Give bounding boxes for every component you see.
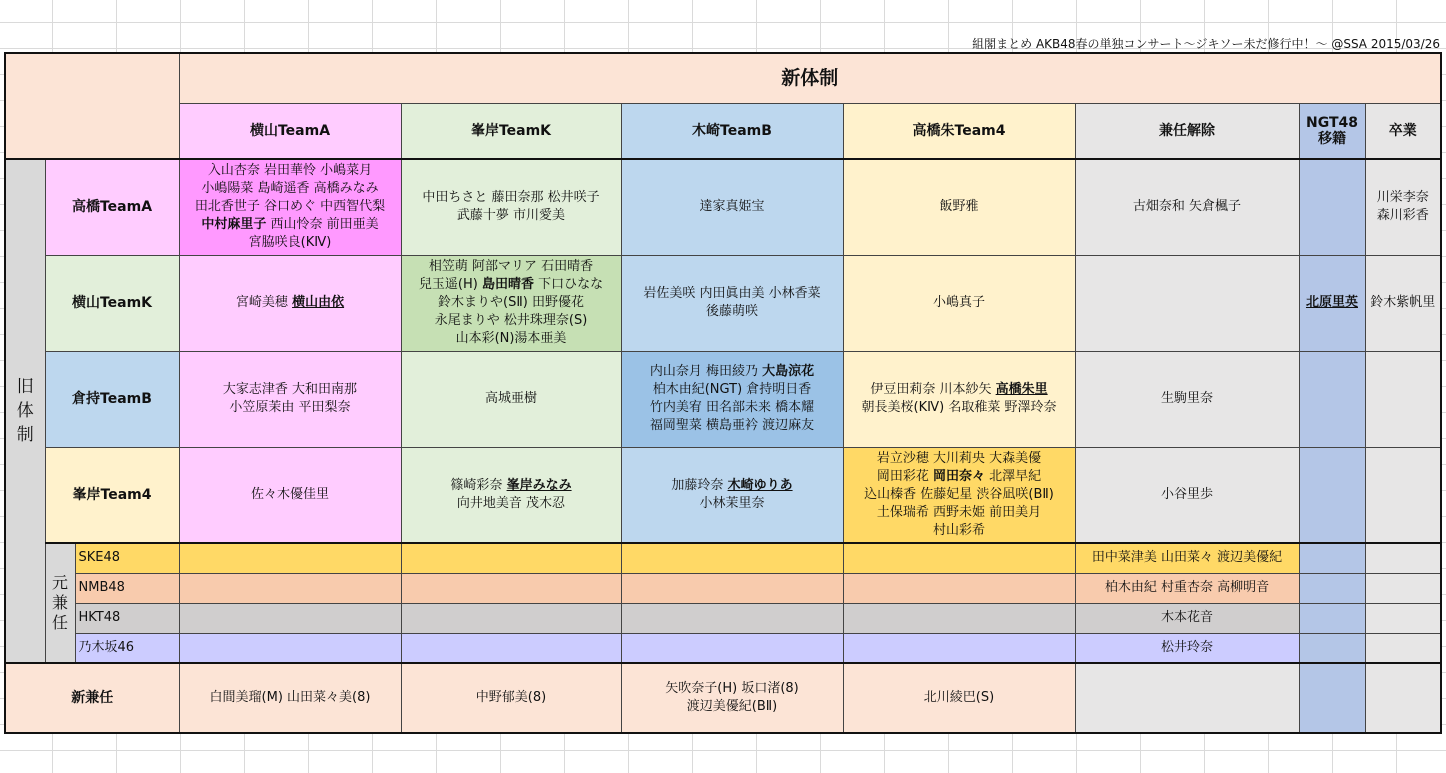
- cell-4-to-a: 佐々木優佳里: [179, 447, 401, 543]
- col-header-release: 兼任解除: [1075, 103, 1299, 159]
- corner-cell: [5, 53, 179, 159]
- cell-a-ngt: [1299, 159, 1365, 255]
- row-header-team-b: 倉持TeamB: [45, 351, 179, 447]
- col-header-ngt: NGT48移籍: [1299, 103, 1365, 159]
- cell-k-graduation: 鈴木紫帆里: [1365, 255, 1441, 351]
- cell-a-to-4: 飯野雅: [843, 159, 1075, 255]
- cell-new-graduation: [1365, 663, 1441, 733]
- cell-new-ngt: [1299, 663, 1365, 733]
- cell-4-to-k: 篠崎彩奈 峯岸みなみ 向井地美音 茂木忍: [401, 447, 621, 543]
- row-header-team-k: 横山TeamK: [45, 255, 179, 351]
- cell-k-to-k: 相笠萌 阿部マリア 石田晴香 兒玉遥(H) 島田晴香 下口ひなな 鈴木まりや(SⅡ) 田野優花 永尾まりや 松井珠理奈(S) 山本彩(N)湯本亜美: [401, 255, 621, 351]
- cell-4-to-4: 岩立沙穂 大川莉央 大森美優 岡田彩花 岡田奈々 北澤早紀 込山榛香 佐藤妃星 渋谷凪咲(BⅡ) 土保瑞希 西野未姫 前田美月 村山彩希: [843, 447, 1075, 543]
- cell-k-to-4: 小嶋真子: [843, 255, 1075, 351]
- cell-a-release: 古畑奈和 矢倉楓子: [1075, 159, 1299, 255]
- new-concurrent-label: 新兼任: [5, 663, 179, 733]
- cell-b-to-4: 伊豆田莉奈 川本紗矢 高橋朱里 朝長美桜(KⅣ) 名取稚菜 野澤玲奈: [843, 351, 1075, 447]
- cell-b-to-k: 高城亜樹: [401, 351, 621, 447]
- row-header-team-a: 高橋TeamA: [45, 159, 179, 255]
- cell-a-to-a: 入山杏奈 岩田華怜 小嶋菜月 小嶋陽菜 島崎遥香 高橋みなみ 田北香世子 谷口めぐ 中西智代梨 中村麻里子 西山怜奈 前田亜美 宮脇咲良(KⅣ): [179, 159, 401, 255]
- col-header-team-a: 横山TeamA: [179, 103, 401, 159]
- cell-hkt-release: 木本花音: [1075, 603, 1299, 633]
- former-concurrent-label: 元兼任: [45, 543, 75, 663]
- cell-4-graduation: [1365, 447, 1441, 543]
- old-system-label: 旧体制: [5, 159, 45, 663]
- cell-new-release: [1075, 663, 1299, 733]
- group-label-ske: SKE48: [75, 543, 179, 573]
- cell-new-4: 北川綾巴(S): [843, 663, 1075, 733]
- cell-b-graduation: [1365, 351, 1441, 447]
- row-header-team-4: 峯岸Team4: [45, 447, 179, 543]
- cell-k-to-b: 岩佐美咲 内田眞由美 小林香菜 後藤萌咲: [621, 255, 843, 351]
- cell-a-to-b: 達家真姫宝: [621, 159, 843, 255]
- page-title: 組閣まとめ AKB48春の単独コンサート～ジキソー未だ修行中！～ @SSA 2015/03/26: [972, 37, 1440, 51]
- new-system-header: 新体制: [179, 53, 1441, 103]
- cell-b-to-b: 内山奈月 梅田綾乃 大島涼花 柏木由紀(NGT) 倉持明日香 竹内美宥 田名部未来 橋本耀 福岡聖菜 横島亜衿 渡辺麻友: [621, 351, 843, 447]
- group-label-hkt: HKT48: [75, 603, 179, 633]
- col-header-team-k: 峯岸TeamK: [401, 103, 621, 159]
- col-header-team-b: 木崎TeamB: [621, 103, 843, 159]
- cell-k-to-a: 宮崎美穂 横山由依: [179, 255, 401, 351]
- cell-k-ngt: 北原里英: [1299, 255, 1365, 351]
- cell-new-a: 白間美瑠(M) 山田菜々美(8): [179, 663, 401, 733]
- team-table: [4, 52, 1442, 734]
- col-header-team-4: 高橋朱Team4: [843, 103, 1075, 159]
- cell-ske-release: 田中菜津美 山田菜々 渡辺美優紀: [1075, 543, 1299, 573]
- cell-a-graduation: 川栄李奈 森川彩香: [1365, 159, 1441, 255]
- cell-new-k: 中野郁美(8): [401, 663, 621, 733]
- cell-new-b: 矢吹奈子(H) 坂口渚(8) 渡辺美優紀(BⅡ): [621, 663, 843, 733]
- cell-b-release: 生駒里奈: [1075, 351, 1299, 447]
- cell-nmb-release: 柏木由紀 村重杏奈 高柳明音: [1075, 573, 1299, 603]
- col-header-graduation: 卒業: [1365, 103, 1441, 159]
- cell-4-to-b: 加藤玲奈 木崎ゆりあ 小林茉里奈: [621, 447, 843, 543]
- cell-a-to-k: 中田ちさと 藤田奈那 松井咲子 武藤十夢 市川愛美: [401, 159, 621, 255]
- cell-4-release: 小谷里歩: [1075, 447, 1299, 543]
- cell-nogizaka-release: 松井玲奈: [1075, 633, 1299, 663]
- group-label-nogizaka: 乃木坂46: [75, 633, 179, 663]
- cell-k-release: [1075, 255, 1299, 351]
- cell-b-to-a: 大家志津香 大和田南那 小笠原茉由 平田梨奈: [179, 351, 401, 447]
- cell-b-ngt: [1299, 351, 1365, 447]
- cell-4-ngt: [1299, 447, 1365, 543]
- group-label-nmb: NMB48: [75, 573, 179, 603]
